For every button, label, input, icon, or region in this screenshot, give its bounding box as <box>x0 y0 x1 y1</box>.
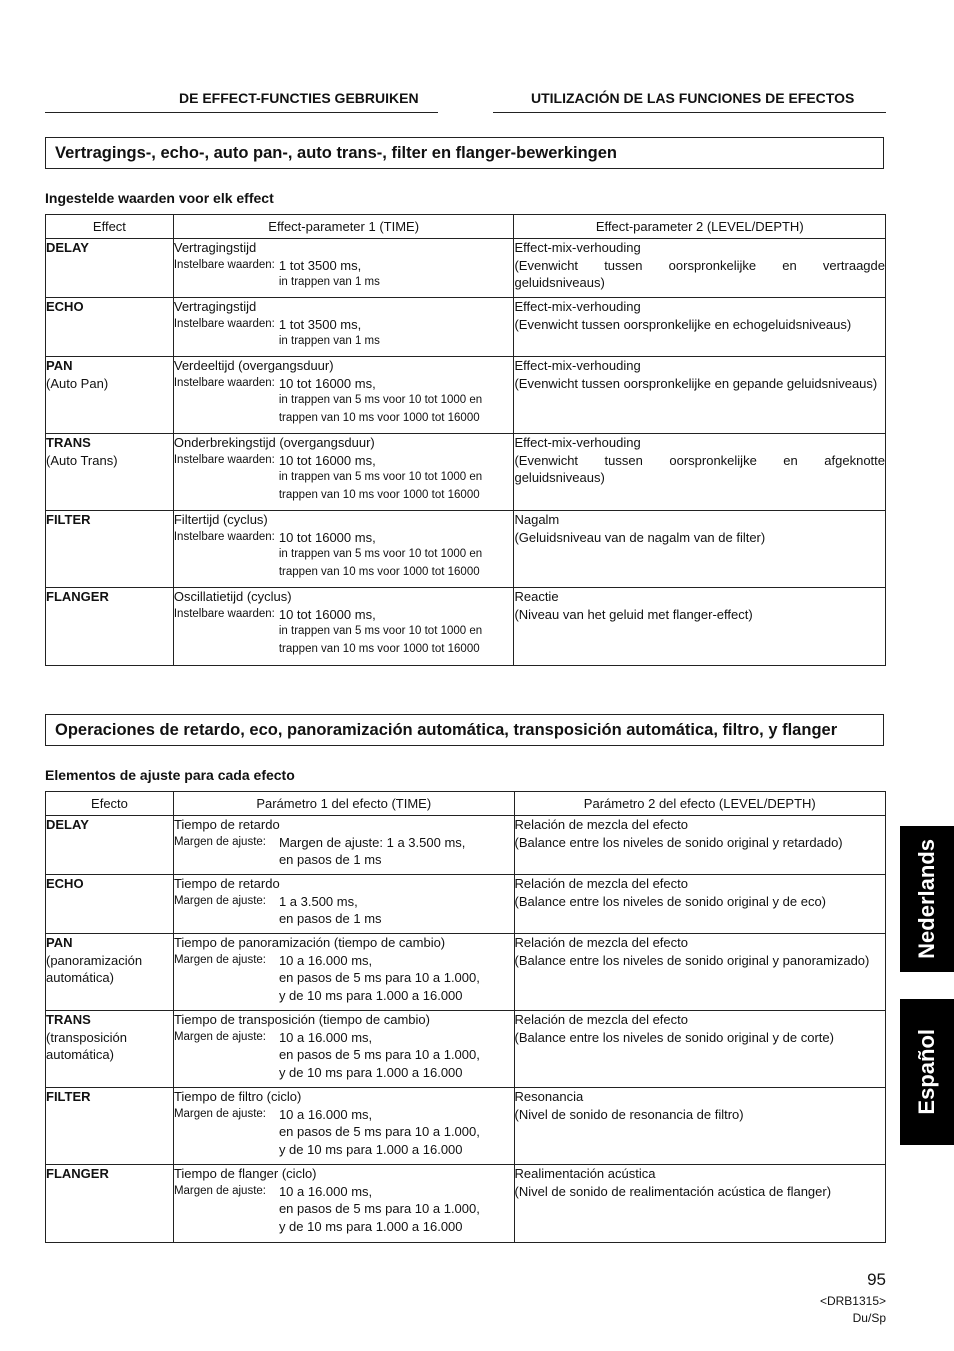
range-value: trappen van 10 ms voor 1000 tot 16000 <box>278 642 480 655</box>
parameter-2-title: Realimentación acústica <box>514 1166 656 1181</box>
range-value: en pasos de 5 ms para 10 a 1.000, <box>278 1047 480 1062</box>
table-header-row <box>46 215 886 239</box>
effect-subname: (Auto Pan) <box>46 375 109 391</box>
parameter-2-title: Reactie <box>514 589 559 604</box>
parameter-1-title: Tiempo de panoramización (tiempo de cambio) <box>173 935 446 950</box>
parameter-2-description: (Nivel de sonido de realimentación acústica de flanger) <box>514 1183 832 1199</box>
column-header: Parámetro 2 del efecto (LEVEL/DEPTH) <box>514 792 885 816</box>
parameter-2-cell <box>514 1011 885 1088</box>
parameter-2-cell <box>514 239 886 298</box>
nl-subtitle: Ingestelde waarden voor elk effect <box>45 190 274 206</box>
header-left-rule <box>45 112 438 113</box>
range-label: Instelbare waarden: <box>173 530 275 543</box>
range-label: Instelbare waarden: <box>173 317 275 330</box>
range-spacer <box>174 641 279 659</box>
parameter-1-range <box>174 1183 514 1236</box>
parameter-1-title: Vertragingstijd <box>173 240 257 255</box>
parameter-1-title: Vertragingstijd <box>173 299 257 314</box>
effect-name: FLANGER <box>46 1166 109 1181</box>
nl-section-title: Vertragings-, echo-, auto pan-, auto trans-, filter en flanger-bewerkingen <box>45 137 884 169</box>
parameter-2-description: (Balance entre los niveles de sonido original y panoramizado) <box>514 952 870 968</box>
effect-name-cell <box>46 239 174 298</box>
range-value: trappen van 10 ms voor 1000 tot 16000 <box>278 565 480 578</box>
parameter-1-cell <box>173 1165 514 1243</box>
column-header: Effect-parameter 1 (TIME) <box>173 215 514 239</box>
range-value: 1 tot 3500 ms, <box>278 316 362 332</box>
es-effects-table <box>45 791 886 1243</box>
parameter-1-title: Filtertijd (cyclus) <box>173 512 268 527</box>
effect-name-cell <box>46 434 174 511</box>
language-tab-nederlands: Nederlands <box>900 826 954 972</box>
range-spacer <box>174 1141 279 1159</box>
table-row <box>46 816 886 875</box>
table-row <box>46 1165 886 1243</box>
parameter-1-cell <box>173 357 514 434</box>
parameter-2-title: Relación de mezcla del efecto <box>514 1012 688 1027</box>
parameter-1-cell <box>173 816 514 875</box>
range-spacer <box>174 1218 279 1236</box>
parameter-2-title: Relación de mezcla del efecto <box>514 817 688 832</box>
effect-subname: (Auto Trans) <box>46 452 118 468</box>
effect-name: PAN <box>46 358 73 373</box>
range-spacer <box>174 969 279 987</box>
table-row <box>46 511 886 588</box>
range-spacer <box>174 851 279 869</box>
range-spacer <box>174 1200 279 1218</box>
range-value: 10 a 16.000 ms, <box>278 952 373 968</box>
column-header: Effect <box>46 215 174 239</box>
effect-name: FILTER <box>46 1089 91 1104</box>
parameter-1-title: Oscillatietijd (cyclus) <box>173 589 292 604</box>
range-label: Instelbare waarden: <box>173 376 275 389</box>
parameter-1-cell <box>173 298 514 357</box>
header-right: UTILIZACIÓN DE LAS FUNCIONES DE EFECTOS <box>531 90 855 106</box>
effect-name: FILTER <box>46 512 91 527</box>
range-value: Margen de ajuste: 1 a 3.500 ms, <box>278 834 466 850</box>
parameter-2-cell <box>514 875 885 934</box>
table-row <box>46 1088 886 1165</box>
effect-name-cell <box>46 1088 174 1165</box>
parameter-2-cell <box>514 298 886 357</box>
parameter-2-cell <box>514 1088 885 1165</box>
parameter-1-title: Tiempo de transposición (tiempo de cambio) <box>173 1012 430 1027</box>
range-value: 10 tot 16000 ms, <box>278 529 376 545</box>
effect-name-cell <box>46 357 174 434</box>
nl-effects-table <box>45 214 886 666</box>
range-spacer <box>174 333 279 351</box>
parameter-1-range <box>174 529 514 582</box>
parameter-1-range <box>174 316 514 351</box>
range-value: y de 10 ms para 1.000 a 16.000 <box>278 1064 463 1080</box>
parameter-1-title: Tiempo de retardo <box>173 876 280 891</box>
es-section-title: Operaciones de retardo, eco, panoramización automática, transposición automática, filtro, y flanger <box>45 714 884 746</box>
parameter-2-cell <box>514 357 886 434</box>
effect-name: ECHO <box>46 876 84 891</box>
parameter-2-title: Nagalm <box>514 512 560 527</box>
parameter-2-title: Relación de mezcla del efecto <box>514 876 688 891</box>
range-value: trappen van 10 ms voor 1000 tot 16000 <box>278 411 480 424</box>
column-header: Effect-parameter 2 (LEVEL/DEPTH) <box>514 215 886 239</box>
effect-name: DELAY <box>46 240 89 255</box>
parameter-2-cell <box>514 934 885 1011</box>
parameter-2-title: Effect-mix-verhouding <box>514 299 641 314</box>
range-spacer <box>174 487 279 505</box>
effect-name-cell <box>46 934 174 1011</box>
parameter-1-cell <box>173 875 514 934</box>
range-value: in trappen van 5 ms voor 10 tot 1000 en <box>278 394 483 406</box>
parameter-1-title: Verdeeltijd (overgangsduur) <box>173 358 334 373</box>
document-code: <DRB1315> Du/Sp <box>819 1294 886 1325</box>
parameter-2-cell <box>514 511 886 588</box>
effect-name-cell <box>46 816 174 875</box>
parameter-1-title: Onderbrekingstijd (overgangsduur) <box>173 435 375 450</box>
range-spacer <box>174 564 279 582</box>
range-value: en pasos de 1 ms <box>278 911 382 926</box>
range-value: 10 a 16.000 ms, <box>278 1183 373 1199</box>
range-spacer <box>174 987 279 1005</box>
parameter-1-range <box>174 606 514 659</box>
parameter-2-cell <box>514 434 886 511</box>
range-spacer <box>174 623 279 641</box>
parameter-1-range <box>174 1106 514 1159</box>
header-right-rule <box>493 112 886 113</box>
parameter-2-description: (Niveau van het geluid met flanger-effect) <box>514 606 753 622</box>
range-value: en pasos de 1 ms <box>278 852 382 867</box>
parameter-2-description: (Geluidsniveau van de nagalm van de filter) <box>514 529 766 545</box>
range-value: 1 tot 3500 ms, <box>278 257 362 273</box>
range-label: Margen de ajuste: <box>173 953 266 966</box>
effect-name-cell <box>46 1165 174 1243</box>
range-spacer <box>174 1123 279 1141</box>
range-spacer <box>174 274 279 292</box>
parameter-1-cell <box>173 511 514 588</box>
range-spacer <box>174 410 279 428</box>
range-spacer <box>174 1046 279 1064</box>
table-row <box>46 239 886 298</box>
parameter-1-range <box>174 257 514 292</box>
parameter-2-description: (Balance entre los niveles de sonido original y de corte) <box>514 1029 834 1045</box>
range-spacer <box>174 469 279 487</box>
range-value: in trappen van 5 ms voor 10 tot 1000 en <box>278 471 483 483</box>
range-value: 10 a 16.000 ms, <box>278 1106 373 1122</box>
effect-name-cell <box>46 298 174 357</box>
parameter-1-cell <box>173 934 514 1011</box>
effect-name: TRANS <box>46 1012 91 1027</box>
range-value: in trappen van 5 ms voor 10 tot 1000 en <box>278 548 483 560</box>
page-number: 95 <box>867 1270 886 1289</box>
parameter-2-description: (Balance entre los niveles de sonido original y de eco) <box>514 893 827 909</box>
range-value: 10 tot 16000 ms, <box>278 452 376 468</box>
parameter-1-title: Tiempo de flanger (ciclo) <box>173 1166 317 1181</box>
parameter-1-range <box>174 375 514 428</box>
effect-subname: (transposición automática) <box>46 1029 127 1062</box>
parameter-2-description: (Nivel de sonido de resonancia de filtro) <box>514 1106 744 1122</box>
table-row <box>46 357 886 434</box>
table-row <box>46 434 886 511</box>
es-subtitle: Elementos de ajuste para cada efecto <box>45 767 295 783</box>
table-row <box>46 1011 886 1088</box>
parameter-2-title: Effect-mix-verhouding <box>514 240 641 255</box>
range-value: 10 tot 16000 ms, <box>278 606 376 622</box>
table-row <box>46 298 886 357</box>
effect-name-cell <box>46 1011 174 1088</box>
range-label: Margen de ajuste: <box>173 835 266 848</box>
range-label: Margen de ajuste: <box>173 894 266 907</box>
parameter-1-title: Tiempo de filtro (ciclo) <box>173 1089 302 1104</box>
range-value: y de 10 ms para 1.000 a 16.000 <box>278 1141 463 1157</box>
range-label: Instelbare waarden: <box>173 607 275 620</box>
parameter-2-title: Effect-mix-verhouding <box>514 435 641 450</box>
parameter-1-range <box>174 952 514 1005</box>
range-value: en pasos de 5 ms para 10 a 1.000, <box>278 1201 480 1216</box>
parameter-2-title: Effect-mix-verhouding <box>514 358 641 373</box>
range-value: trappen van 10 ms voor 1000 tot 16000 <box>278 488 480 501</box>
effect-name: TRANS <box>46 435 91 450</box>
range-spacer <box>174 546 279 564</box>
range-spacer <box>174 392 279 410</box>
effect-name: ECHO <box>46 299 84 314</box>
range-label: Margen de ajuste: <box>173 1107 266 1120</box>
parameter-2-cell <box>514 588 886 666</box>
range-value: en pasos de 5 ms para 10 a 1.000, <box>278 1124 480 1139</box>
parameter-2-cell <box>514 816 885 875</box>
parameter-2-cell <box>514 1165 885 1243</box>
range-value: y de 10 ms para 1.000 a 16.000 <box>278 987 463 1003</box>
parameter-1-cell <box>173 588 514 666</box>
range-spacer <box>174 910 279 928</box>
header-left: DE EFFECT-FUNCTIES GEBRUIKEN <box>179 90 419 106</box>
table-row <box>46 934 886 1011</box>
language-tab-espanol: Español <box>900 999 954 1145</box>
parameter-1-cell <box>173 1088 514 1165</box>
effect-name: FLANGER <box>46 589 109 604</box>
range-label: Margen de ajuste: <box>173 1030 266 1043</box>
column-header: Efecto <box>46 792 174 816</box>
parameter-1-range <box>174 834 514 869</box>
parameter-2-description: (Evenwicht tussen oorspronkelijke en gepande geluidsniveaus) <box>514 375 878 391</box>
parameter-2-description: (Evenwicht tussen oorspronkelijke en echogeluidsniveaus) <box>514 316 852 332</box>
parameter-1-range <box>174 893 514 928</box>
column-header: Parámetro 1 del efecto (TIME) <box>173 792 514 816</box>
range-value: in trappen van 5 ms voor 10 tot 1000 en <box>278 625 483 637</box>
range-value: in trappen van 1 ms <box>278 335 380 347</box>
range-value: en pasos de 5 ms para 10 a 1.000, <box>278 970 480 985</box>
parameter-1-title: Tiempo de retardo <box>173 817 280 832</box>
range-value: 1 a 3.500 ms, <box>278 893 358 909</box>
effect-name-cell <box>46 875 174 934</box>
table-row <box>46 588 886 666</box>
effect-subname: (panoramización automática) <box>46 952 143 985</box>
range-value: 10 tot 16000 ms, <box>278 375 376 391</box>
range-value: y de 10 ms para 1.000 a 16.000 <box>278 1218 463 1234</box>
parameter-2-description: (Balance entre los niveles de sonido original y retardado) <box>514 834 843 850</box>
effect-name-cell <box>46 588 174 666</box>
parameter-1-cell <box>173 434 514 511</box>
parameter-1-range <box>174 1029 514 1082</box>
range-label: Instelbare waarden: <box>173 453 275 466</box>
parameter-2-title: Relación de mezcla del efecto <box>514 935 688 950</box>
range-label: Margen de ajuste: <box>173 1184 266 1197</box>
range-value: in trappen van 1 ms <box>278 276 380 288</box>
range-spacer <box>174 1064 279 1082</box>
parameter-1-cell <box>173 239 514 298</box>
effect-name: PAN <box>46 935 73 950</box>
table-header-row <box>46 792 886 816</box>
effect-name-cell <box>46 511 174 588</box>
range-label: Instelbare waarden: <box>173 258 275 271</box>
table-row <box>46 875 886 934</box>
parameter-2-description: (Evenwicht tussen oorspronkelijke en vertraagde geluidsniveaus) <box>514 257 885 290</box>
parameter-1-range <box>174 452 514 505</box>
parameter-2-description: (Evenwicht tussen oorspronkelijke en afgeknotte geluidsniveaus) <box>514 452 885 485</box>
effect-name: DELAY <box>46 817 89 832</box>
range-value: 10 a 16.000 ms, <box>278 1029 373 1045</box>
parameter-1-cell <box>173 1011 514 1088</box>
parameter-2-title: Resonancia <box>514 1089 584 1104</box>
